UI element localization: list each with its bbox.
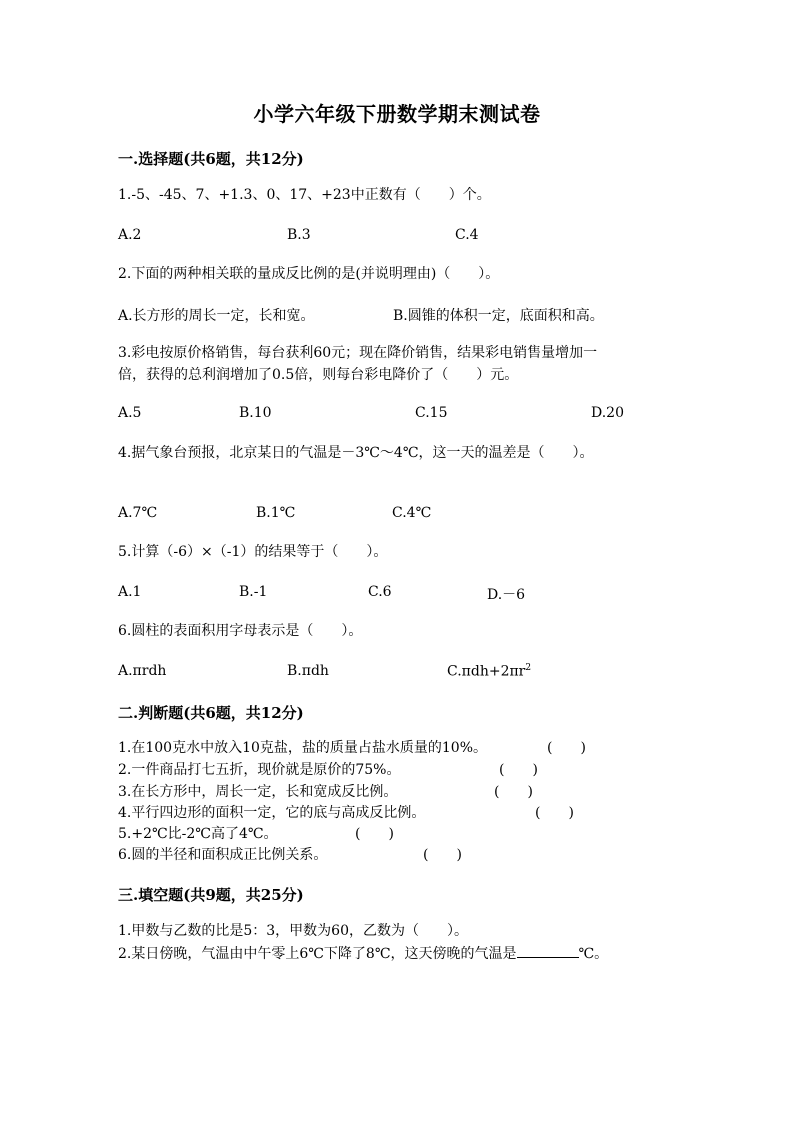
option-a: A.πrdh: [118, 663, 167, 679]
option-a: A.5: [118, 405, 142, 421]
option-d: D.20: [591, 405, 624, 421]
option-b: B.πdh: [287, 663, 329, 679]
option-b: B.-1: [239, 584, 268, 600]
option-b: B.1℃: [256, 505, 296, 521]
question-4: 4.据气象台预报，北京某日的气温是－3℃～4℃，这一天的温差是（ ）。: [118, 445, 594, 461]
question-3-line-1: 3.彩电按原价格销售，每台获利60元；现在降价销售，结果彩电销售量增加一: [118, 345, 598, 361]
option-a: A.长方形的周长一定，长和宽。: [118, 308, 315, 324]
fill-question-1: 1.甲数与乙数的比是5：3，甲数为60，乙数为（ ）。: [118, 923, 468, 939]
option-b: B.3: [287, 227, 311, 243]
judgment-item: [118, 759, 400, 781]
judgment-item: [118, 823, 278, 845]
fill-question-2: [118, 943, 608, 965]
judgment-text: 1.在100克水中放入10克盐，盐的质量占盐水质量的10%。: [118, 740, 488, 756]
section-heading-judgment: 二.判断题(共6题，共12分): [118, 704, 304, 722]
judgment-text: 4.平行四边形的面积一定，它的底与高成反比例。: [118, 805, 426, 821]
option-c: C.15: [415, 405, 448, 421]
page-title: 小学六年级下册数学期末测试卷: [253, 102, 541, 126]
question-2: 2.下面的两种相关联的量成反比例的是(并说明理由)（ ）。: [118, 266, 500, 282]
answer-paren[interactable]: ( ): [494, 784, 533, 800]
option-d: D.－6: [487, 587, 526, 603]
section-heading-choice: 一.选择题(共6题，共12分): [118, 150, 304, 168]
option-a: A.2: [118, 227, 142, 243]
option-c-text: C.πdh+2πr: [447, 663, 526, 680]
fill-question-2-unit: ℃。: [578, 946, 609, 962]
option-a: A.7℃: [118, 505, 158, 521]
answer-blank[interactable]: [517, 943, 579, 958]
question-3-line-2: 倍，获得的总利润增加了0.5倍，则每台彩电降价了（ ）元。: [118, 367, 519, 383]
option-a: A.1: [118, 584, 142, 600]
judgment-text: 5.+2℃比-2℃高了4℃。: [118, 826, 278, 842]
judgment-text: 6.圆的半径和面积成正比例关系。: [118, 847, 328, 863]
option-c: C.4: [455, 227, 479, 243]
answer-paren[interactable]: ( ): [355, 826, 394, 842]
judgment-text: 2.一件商品打七五折，现价就是原价的75%。: [118, 762, 401, 778]
judgment-item: [118, 781, 397, 803]
option-b: B.圆锥的体积一定，底面积和高。: [393, 308, 604, 324]
question-1: 1.-5、-45、7、+1.3、0、17、+23中正数有（ ）个。: [118, 187, 491, 203]
answer-paren[interactable]: ( ): [535, 805, 574, 821]
judgment-text: 3.在长方形中，周长一定，长和宽成反比例。: [118, 784, 398, 800]
option-c: C.6: [368, 584, 392, 600]
judgment-item: [118, 737, 487, 759]
section-heading-fill-in: 三.填空题(共9题，共25分): [118, 886, 304, 904]
option-b: B.10: [239, 405, 272, 421]
answer-paren[interactable]: ( ): [423, 847, 462, 863]
judgment-item: [118, 802, 425, 824]
judgment-item: [118, 844, 327, 866]
answer-paren[interactable]: ( ): [547, 740, 586, 756]
superscript-exponent: 2: [525, 663, 532, 673]
question-5: 5.计算（-6）×（-1）的结果等于（ ）。: [118, 544, 388, 560]
option-c: [447, 663, 531, 680]
answer-paren[interactable]: ( ): [499, 762, 538, 778]
fill-question-2-text: 2.某日傍晚，气温由中午零上6℃下降了8℃，这天傍晚的气温是: [118, 946, 517, 962]
option-c: C.4℃: [392, 505, 432, 521]
question-6: 6.圆柱的表面积用字母表示是（ ）。: [118, 623, 363, 639]
